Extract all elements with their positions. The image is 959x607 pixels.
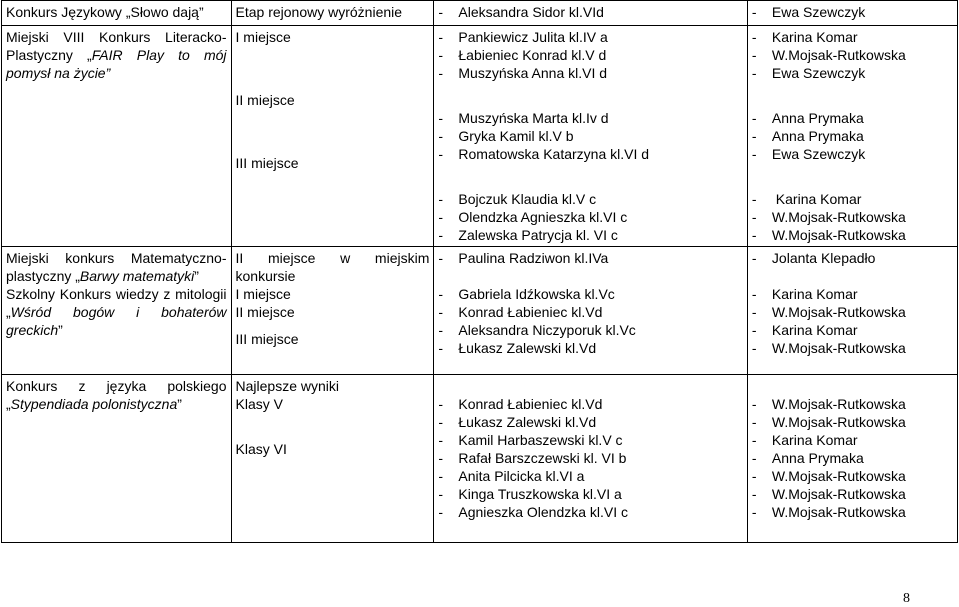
place-cell: I miejsce II miejsce III miejsce [231,26,434,247]
place-cell: Najlepsze wyniki Klasy V Klasy VI [231,375,434,543]
students-cell: - Pankiewicz Julita kl.IV a - Łabieniec Konrad kl.V d - Muszyńska Anna kl.VI d - Muszyńska Marta kl.Iv d - Gryka Kamil kl.V b - Romatowska Katarzyna kl.VI d - Bojczuk Klaudia kl.V c - Olendzka Agnieszka kl.VI c - Zalewska Patrycja kl. VI c [434,26,748,247]
teachers-cell: - Jolanta Klepadło - Karina Komar - W.Mojsak-Rutkowska - Karina Komar - W.Mojsak-Rutkowska [747,247,957,375]
place-cell: II miejsce w miejskim konkursie I miejsce II miejsce III miejsce [231,247,434,375]
contest-cell: Konkurs z języka polskiego „Stypendiada polonistyczna” [2,375,232,543]
table-row [2,375,958,543]
teachers-cell: - Karina Komar - W.Mojsak-Rutkowska - Ewa Szewczyk - Anna Prymaka - Anna Prymaka - Ewa Szewczyk - Karina Komar - W.Mojsak-Rutkowska - W.Mojsak-Rutkowska [747,26,957,247]
table-row [2,1,958,26]
students-cell: - Konrad Łabieniec kl.Vd - Łukasz Zalewski kl.Vd - Kamil Harbaszewski kl.V c - Rafał Barszczewski kl. VI b - Anita Pilcicka kl.VI a - Kinga Truszkowska kl.VI a - Agnieszka Olendzka kl.VI c [434,375,748,543]
place-cell: Etap rejonowy wyróżnienie [231,1,434,26]
teachers-cell: - Ewa Szewczyk [747,1,957,26]
teachers-cell: - W.Mojsak-Rutkowska - W.Mojsak-Rutkowska - Karina Komar - Anna Prymaka - W.Mojsak-Rutkowska - W.Mojsak-Rutkowska - W.Mojsak-Rutkowska [747,375,957,543]
page-number: 8 [903,591,910,606]
students-cell: - Aleksandra Sidor kl.VId [434,1,748,26]
results-table [1,0,958,543]
contest-cell: Miejski VIII Konkurs Literacko- Plastyczny „FAIR Play to mój pomysł na życie” [2,26,232,247]
contest-cell: Miejski konkurs Matematyczno- plastyczny „Barwy matematyki” Szkolny Konkurs wiedzy z mitologii „Wśród bogów i bohaterów greckich” [2,247,232,375]
table-row [2,26,958,247]
students-cell: - Paulina Radziwon kl.IVa - Gabriela Idźkowska kl.Vc - Konrad Łabieniec kl.Vd - Aleksandra Niczyporuk kl.Vc - Łukasz Zalewski kl.Vd [434,247,748,375]
contest-cell: Konkurs Językowy „Słowo dają” [2,1,232,26]
table-row [2,247,958,375]
